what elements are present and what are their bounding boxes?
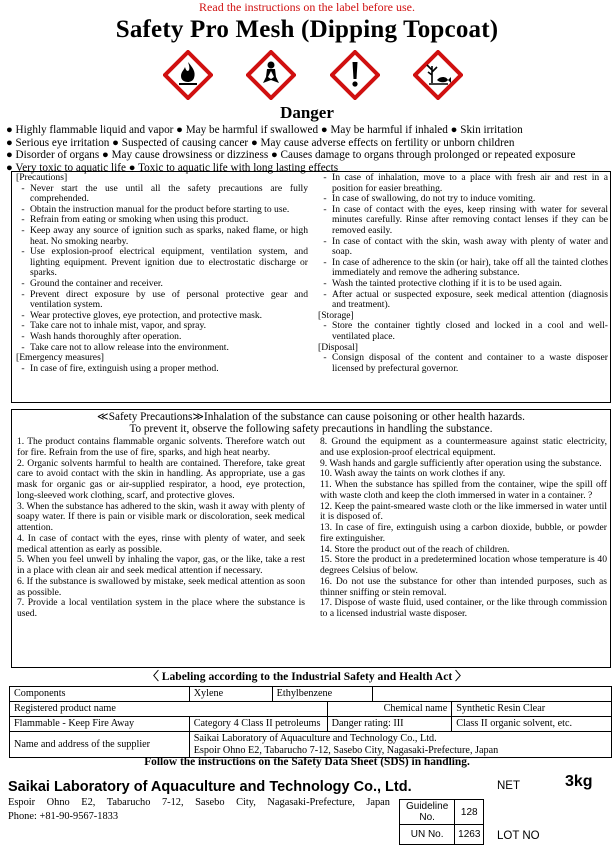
precaution-text: Wear protective gloves, eye protection, and protective mask.	[30, 309, 263, 321]
safety-header-line: To prevent it, observe the following safety precautions in handling the substance.	[129, 423, 493, 436]
safety-precaution-item: 11. When the substance has spilled from the container, wipe the spill off with waste cloth and keep the cloth immersed in water in a container. ?	[320, 479, 607, 501]
precaution-item	[318, 205, 608, 237]
labeling-heading: 〈 Labeling according to the Industrial Safety and Health Act 〉	[147, 670, 467, 683]
disposal-heading: [Disposal]	[318, 341, 358, 353]
health-hazard-pictogram-icon	[246, 50, 296, 100]
safety-precautions-box	[11, 409, 611, 668]
precaution-item	[16, 226, 308, 247]
safety-precaution-item: 3. When the substance has adhered to the skin, wash it away with plenty of soapy water. If there is pain or visible mark or discoloration, seek medical attention.	[17, 500, 305, 533]
precautions-heading: [Precautions]	[16, 172, 68, 183]
precaution-text: In case of contact with the skin, wash away with plenty of water and soap.	[332, 235, 608, 258]
safety-precaution-item: 6. If the substance is swallowed by mistake, seek medical attention as soon as possible.	[17, 575, 305, 598]
supplier-address: Espoir Ohno E2, Tabarucho 7-12, Sasebo City, Nagasaki-Prefecture, Japan	[193, 744, 499, 756]
dash-marker: -	[323, 193, 327, 205]
safety-precaution-item: 12. Keep the paint-smeared waste cloth or the like immersed in water until it is disposed of.	[320, 500, 607, 523]
precautions-box	[11, 171, 611, 403]
precaution-text: After actual or suspected exposure, seek medical attention (diagnosis and treatment).	[332, 288, 608, 311]
precaution-text: In case of fire, extinguish using a proper method.	[30, 362, 219, 374]
components-empty	[372, 687, 611, 702]
flame-pictogram-icon	[163, 50, 213, 100]
category-value: Category 4 Class II petroleums	[189, 717, 327, 732]
company-address: Espoir Ohno E2, Tabarucho 7-12, Sasebo City, Nagasaki-Prefecture, Japan	[8, 797, 390, 808]
dash-marker: -	[21, 246, 25, 258]
precaution-item	[318, 258, 608, 279]
precaution-text: Wash the tainted protective clothing if it is to be used again.	[332, 277, 562, 289]
dash-marker: -	[21, 330, 25, 342]
dash-marker: -	[21, 182, 25, 194]
precaution-text: Take care not to inhale mist, vapor, and spray.	[30, 320, 207, 332]
dash-marker: -	[323, 172, 327, 183]
emergency-list	[16, 364, 308, 375]
precaution-text: In case of contact with the eyes, keep rinsing with water for several minutes carefully. Rinse after removing contact lenses if they can be removed easily.	[332, 203, 608, 236]
storage-list	[318, 321, 608, 342]
signal-word: Danger	[280, 103, 334, 122]
dash-marker: -	[323, 320, 327, 332]
un-label: UN No.	[400, 825, 455, 845]
precaution-text: In case of inhalation, move to a place with fresh air and rest in a position for easier breathing.	[332, 172, 608, 194]
un-value: 1263	[455, 825, 484, 845]
lot-number-label: LOT NO	[497, 830, 540, 842]
precaution-item	[318, 321, 608, 342]
product-name-row	[10, 702, 612, 717]
precaution-text: Obtain the instruction manual for the product before starting to use.	[30, 203, 290, 215]
precaution-item	[318, 290, 608, 311]
dash-marker: -	[21, 320, 25, 332]
response-list	[318, 173, 608, 311]
precaution-item	[16, 184, 308, 205]
safety-precaution-item: 8. Ground the equipment as a countermeasure against static electricity, and use explosion-proof electrical equipment.	[320, 436, 607, 458]
precaution-text: In case of swallowing, do not try to induce vomiting.	[332, 193, 536, 205]
dash-marker: -	[323, 352, 327, 364]
dash-marker: -	[323, 288, 327, 300]
dash-marker: -	[21, 214, 25, 226]
components-label: Components	[10, 687, 190, 702]
precaution-item	[318, 353, 608, 374]
hazard-statements	[6, 124, 610, 174]
precaution-text: Ground the container and receiver.	[30, 277, 163, 289]
dash-marker: -	[21, 341, 25, 353]
company-name: Saikai Laboratory of Aquaculture and Technology Co., Ltd.	[8, 779, 412, 795]
safety-precaution-item: 1. The product contains flammable organic solvents. Therefore watch out for fire. Refrain from the use of fire, sparks, and high heat nearby.	[17, 436, 305, 458]
storage-heading: [Storage]	[318, 309, 354, 321]
precaution-text: Use explosion-proof electrical equipment, ventilation system, and lighting equipment. Prevent ignition due to electrostatic discharge or sparks.	[30, 246, 308, 279]
dash-marker: -	[21, 362, 25, 374]
safety-precaution-item: 10. Wash away the taints on work clothes if any.	[320, 468, 506, 480]
precaution-item	[16, 364, 308, 375]
precaution-text: Never start the use until all the safety precautions are fully comprehended.	[30, 182, 308, 205]
precaution-item	[16, 279, 308, 290]
precautions-right-column	[318, 173, 608, 374]
safety-precaution-item: 15. Store the product in a predetermined location whose temperature is 40 degrees Celsius of below.	[320, 554, 607, 576]
precaution-item	[318, 173, 608, 194]
ghs-pictograms	[163, 50, 463, 100]
precaution-item	[16, 290, 308, 311]
dash-marker: -	[323, 235, 327, 247]
solvent-class-value: Class II organic solvent, etc.	[452, 717, 612, 732]
precautions-list	[16, 184, 308, 354]
chemical-name-value: Synthetic Resin Clear	[452, 702, 612, 717]
precaution-text: Keep away any source of ignition such as sparks, naked flame, or high heat. No smoking nearby.	[30, 224, 308, 247]
guideline-un-table	[399, 799, 484, 845]
safety-precaution-item: 14. Store the product out of the reach of children.	[320, 543, 510, 555]
guideline-row	[400, 800, 484, 825]
safety-precautions-header	[12, 411, 610, 436]
precaution-text: Wash hands thoroughly after operation.	[30, 330, 182, 342]
precautions-left-column	[16, 173, 308, 374]
precaution-text: Refrain from eating or smoking when using this product.	[30, 214, 249, 226]
guideline-label: Guideline No.	[400, 800, 455, 825]
precaution-item	[318, 237, 608, 258]
hazard-line: ● Highly flammable liquid and vapor ● May be harmful if swallowed ● May be harmful if inhaled ● Skin irritation	[6, 124, 523, 136]
emergency-heading: [Emergency measures]	[16, 352, 104, 364]
safety-precaution-item: 9. Wash hands and gargle sufficiently after operation using the substance.	[320, 457, 602, 469]
safety-precaution-item: 5. When you feel unwell by inhaling the vapor, gas, or the like, take a rest in a place with clean air and seek medical attention if necessary.	[17, 554, 305, 576]
environment-pictogram-icon	[413, 50, 463, 100]
net-weight: 3kg	[565, 773, 593, 790]
product-title: Safety Pro Mesh (Dipping Topcoat)	[115, 16, 499, 43]
safety-precaution-item: 4. In case of contact with the eyes, rinse with plenty of water, and seek medical attention as early as possible.	[17, 532, 305, 555]
safety-precaution-item: 17. Dispose of waste fluid, used container, or the like through commission to a licensed industrial waste disposer.	[320, 597, 607, 619]
dash-marker: -	[21, 203, 25, 215]
dash-marker: -	[323, 203, 327, 215]
supplier-label: Name and address of the supplier	[10, 732, 190, 758]
precaution-text: Consign disposal of the content and container to a waste disposer licensed by prefectural governor.	[332, 352, 608, 374]
danger-rating-value: Danger rating: III	[327, 717, 452, 732]
precaution-text: Prevent direct exposure by use of personal protective gear and ventilation system.	[30, 288, 308, 311]
hazard-line: ● Very toxic to aquatic life ● Toxic to aquatic life with long lasting effects	[6, 161, 339, 174]
chemical-name-label: Chemical name	[327, 702, 452, 717]
precaution-text: Store the container tightly closed and locked in a cool and well-ventilated place.	[332, 320, 608, 342]
disposal-list	[318, 353, 608, 374]
dash-marker: -	[323, 256, 327, 268]
components-row	[10, 687, 612, 702]
hazard-line: ● Disorder of organs ● May cause drowsiness or dizziness ● Causes damage to organs through prolonged or repeated exposure	[6, 149, 576, 162]
registered-product-label: Registered product name	[10, 702, 328, 717]
component-xylene: Xylene	[189, 687, 272, 702]
safety-precaution-item: 13. In case of fire, extinguish using a carbon dioxide, bubble, or powder fire extinguisher.	[320, 522, 607, 544]
safety-precaution-item: 16. Do not use the substance for other than intended purposes, such as thinner sniffing or stein removal.	[320, 575, 607, 598]
un-row	[400, 825, 484, 845]
precaution-item	[16, 247, 308, 279]
flammable-row	[10, 717, 612, 732]
safety-right-column	[320, 437, 607, 620]
labeling-table	[9, 686, 612, 758]
safety-left-column	[17, 437, 305, 620]
precaution-item	[16, 332, 308, 343]
sds-note: Follow the instructions on the Safety Data Sheet (SDS) in handling.	[144, 756, 470, 768]
precaution-text: Take care not to allow release into the environment.	[30, 341, 229, 353]
supplier-name: Saikai Laboratory of Aquaculture and Technology Co., Ltd.	[193, 732, 437, 744]
supplier-row	[10, 732, 612, 758]
component-ethylbenzene: Ethylbenzene	[272, 687, 372, 702]
dash-marker: -	[21, 224, 25, 236]
net-label: NET	[497, 780, 520, 792]
precaution-item	[318, 279, 608, 290]
dash-marker: -	[323, 277, 327, 289]
flammable-label: Flammable - Keep Fire Away	[10, 717, 190, 732]
safety-precaution-item: 7. Provide a local ventilation system in the place where the substance is used.	[17, 597, 305, 619]
safety-precaution-item: 2. Organic solvents harmful to health are contained. Therefore, take great care to avoid contact with the skin in handling. As appropriate, use a gas mask for organic gas or air-supplied respirator, a hood, eye protection, long-sleeved work clothing, scarf, and protective gloves.	[17, 457, 305, 501]
read-instructions-note: Read the instructions on the label before use.	[199, 0, 415, 14]
hazard-line: ● Serious eye irritation ● Suspected of causing cancer ● May cause adverse effects on fertility or unborn children	[6, 136, 515, 149]
dash-marker: -	[21, 277, 25, 289]
safety-header-line: ≪Safety Precautions≫Inhalation of the substance can cause poisoning or other health hazards.	[97, 411, 525, 423]
guideline-value: 128	[455, 800, 484, 825]
exclamation-pictogram-icon	[330, 50, 380, 100]
precaution-text: In case of adherence to the skin (or hair), take off all the tainted clothes immediately and remove the adhering substance.	[332, 256, 608, 279]
dash-marker: -	[21, 288, 25, 300]
company-phone: Phone: +81-90-9567-1833	[8, 811, 119, 822]
dash-marker: -	[21, 309, 25, 321]
supplier-details	[189, 732, 611, 758]
